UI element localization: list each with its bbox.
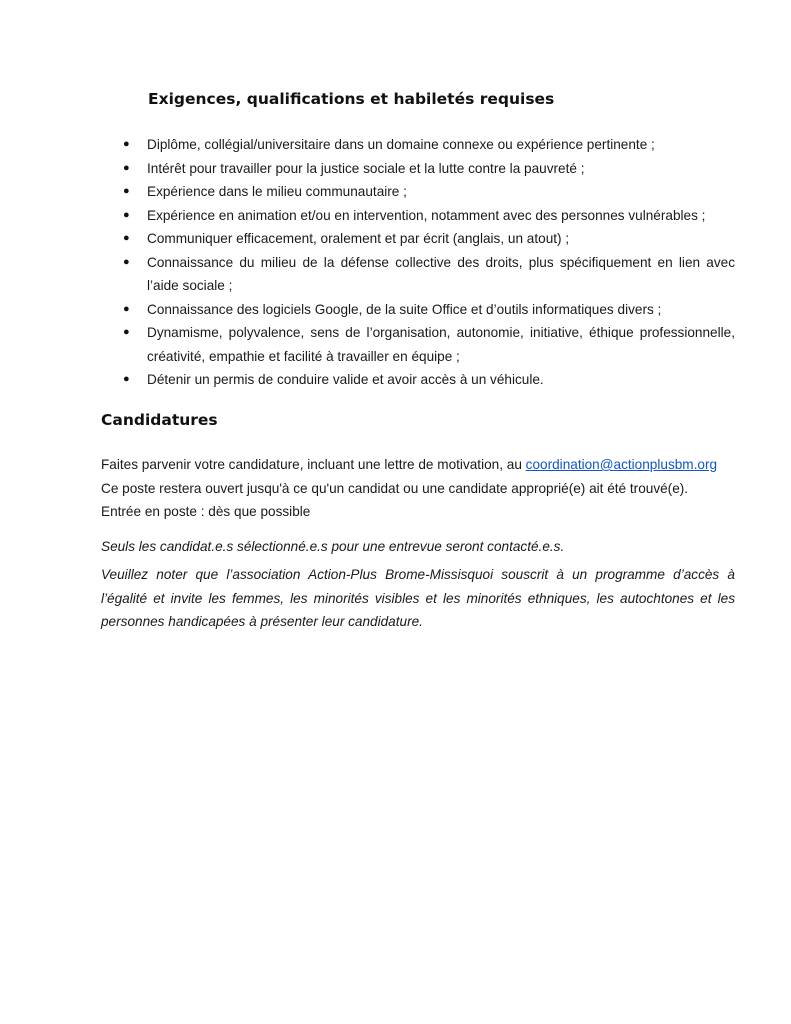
bullet-icon: ●	[123, 232, 130, 244]
requirement-text: Connaissance des logiciels Google, de la suite Office et d’outils informatiques divers ;	[147, 301, 662, 317]
requirements-list	[123, 133, 735, 392]
bullet-icon: ●	[123, 373, 130, 385]
requirement-item	[123, 204, 735, 228]
requirement-item	[123, 157, 735, 181]
requirement-text: Détenir un permis de conduire valide et avoir accès à un véhicule.	[147, 372, 544, 387]
requirement-text: Communiquer efficacement, oralement et par écrit (anglais, un atout) ;	[147, 231, 570, 246]
requirements-heading: Exigences, qualifications et habiletés requises	[148, 90, 555, 108]
requirement-item	[123, 180, 735, 204]
requirement-item	[123, 298, 735, 322]
requirement-text: Expérience en animation et/ou en intervention, notamment avec des personnes vulnérables ;	[147, 207, 706, 223]
bullet-icon: ●	[123, 302, 130, 315]
requirement-text: Intérêt pour travailler pour la justice sociale et la lutte contre la pauvreté ;	[147, 160, 585, 176]
requirement-item	[123, 133, 735, 157]
selected-candidates-note: Seuls les candidat.e.s sélectionné.e.s pour une entrevue seront contacté.e.s.	[101, 539, 565, 554]
send-application-text: Faites parvenir votre candidature, incluant une lettre de motivation, au	[101, 457, 526, 472]
email-link[interactable]: coordination@actionplusbm.org	[525, 457, 718, 472]
bullet-icon: ●	[123, 185, 130, 197]
bullet-icon: ●	[123, 326, 130, 338]
start-date-line: Entrée en poste : dès que possible	[101, 504, 311, 519]
requirement-text: Dynamisme, polyvalence, sens de l’organisation, autonomie, initiative, éthique professionnelle, créativité, empathie et facilité à travailler en équipe ;	[147, 325, 735, 364]
equal-access-note: Veuillez noter que l’association Action-Plus Brome-Missisquoi souscrit à un programme d’accès à l’égalité et invite les femmes, les minorités visibles et les minorités ethniques, les autochtones et les personnes handicapées à présenter leur candidature.	[101, 567, 735, 629]
bullet-icon: ●	[123, 255, 130, 268]
requirement-item	[123, 368, 735, 392]
open-until-line: Ce poste restera ouvert jusqu'à ce qu'un candidat ou une candidate approprié(e) ait été trouvé(e).	[101, 480, 689, 496]
requirement-item	[123, 321, 735, 368]
bullet-icon: ●	[123, 208, 130, 221]
requirement-item	[123, 227, 735, 251]
requirement-text: Expérience dans le milieu communautaire ;	[147, 184, 407, 199]
requirement-text: Diplôme, collégial/universitaire dans un domaine connexe ou expérience pertinente ;	[147, 137, 655, 152]
requirement-text: Connaissance du milieu de la défense collective des droits, plus spécifiquement en lien avec l’aide sociale ;	[147, 254, 735, 293]
bullet-icon: ●	[123, 161, 130, 174]
requirement-item	[123, 251, 735, 298]
applications-heading: Candidatures	[101, 411, 218, 429]
applications-details	[101, 453, 741, 524]
send-application-line	[101, 453, 741, 477]
bullet-icon: ●	[123, 138, 130, 150]
